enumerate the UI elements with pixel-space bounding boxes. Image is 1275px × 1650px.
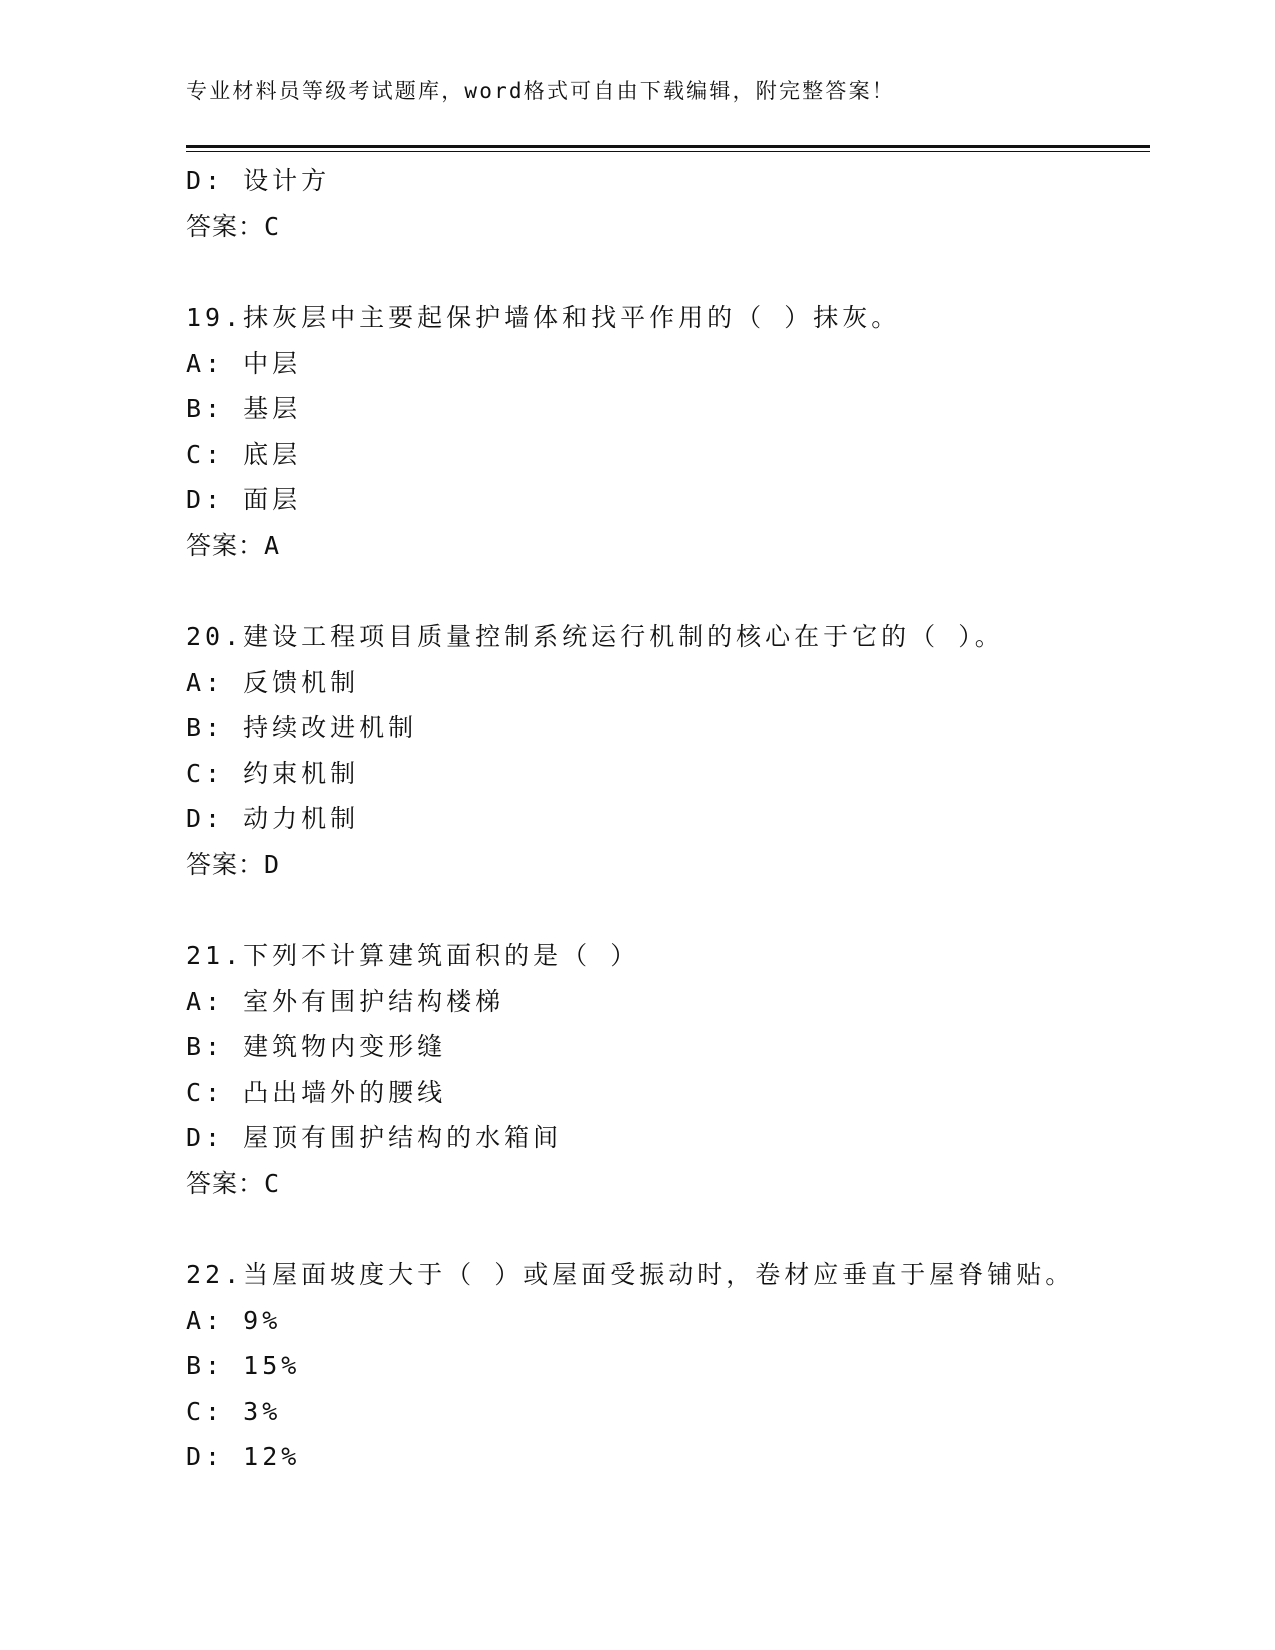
- option-text: 室外有围护结构楼梯: [243, 986, 505, 1016]
- answer-label: 答案：: [186, 530, 265, 560]
- option-label: C:: [186, 758, 225, 788]
- option-text: 约束机制: [243, 758, 360, 788]
- option-b: [186, 705, 1150, 751]
- question-19: [186, 295, 1150, 568]
- answer-label: 答案：: [186, 211, 265, 241]
- answer-value: C: [264, 1168, 281, 1198]
- header-rule-thin: [186, 151, 1150, 152]
- answer-value: C: [264, 211, 281, 241]
- option-text: 3%: [243, 1396, 282, 1426]
- option-text: 动力机制: [243, 804, 360, 833]
- answer-value: D: [264, 849, 281, 879]
- question-stem: 19.抹灰层中主要起保护墙体和找平作用的（ ）抹灰。: [186, 303, 901, 332]
- question-stem: 20.建设工程项目质量控制系统运行机制的核心在于它的（ ）。: [186, 622, 1004, 651]
- header-rule-thick: [186, 145, 1150, 148]
- option-text: 15%: [243, 1351, 301, 1380]
- option-a: [186, 660, 1150, 706]
- option-label: A:: [186, 986, 225, 1016]
- option-label: D:: [186, 804, 225, 833]
- question-list: [186, 158, 1150, 1480]
- option-c: [186, 1070, 1150, 1116]
- question-21: [186, 933, 1150, 1206]
- option-text: 凸出墙外的腰线: [243, 1077, 447, 1107]
- option-label: A:: [186, 348, 225, 378]
- question-stem: 21.下列不计算建筑面积的是（ ）: [186, 941, 640, 970]
- answer-label: 答案：: [186, 1168, 265, 1198]
- spacer: [186, 887, 1150, 933]
- option-text: 持续改进机制: [243, 713, 418, 742]
- option-text: 设计方: [243, 166, 331, 195]
- option-text: 9%: [243, 1305, 282, 1335]
- option-a: [186, 979, 1150, 1025]
- spacer: [186, 249, 1150, 295]
- option-d: [186, 1115, 1150, 1161]
- option-c: [186, 1389, 1150, 1435]
- spacer: [186, 568, 1150, 614]
- option-label: C:: [186, 1077, 225, 1107]
- option-label: B:: [186, 713, 225, 742]
- option-b: [186, 1024, 1150, 1070]
- answer-label: 答案：: [186, 849, 265, 879]
- option-label: D:: [186, 1123, 225, 1152]
- option-text: 建筑物内变形缝: [243, 1032, 447, 1061]
- option-text: 面层: [243, 485, 302, 514]
- question-stem: 22.当屋面坡度大于（ ）或屋面受振动时，卷材应垂直于屋脊铺贴。: [186, 1260, 1075, 1289]
- option-label: B:: [186, 1032, 225, 1061]
- answer-line: [186, 1161, 1150, 1207]
- answer-line: [186, 204, 1150, 250]
- option-label: B:: [186, 1351, 225, 1380]
- option-text: 基层: [243, 394, 302, 423]
- option-d: [186, 158, 1150, 204]
- option-label: C:: [186, 439, 225, 469]
- option-a: [186, 1298, 1150, 1344]
- option-label: A:: [186, 667, 225, 697]
- option-text: 反馈机制: [243, 667, 360, 697]
- option-b: [186, 386, 1150, 432]
- option-c: [186, 432, 1150, 478]
- question-20: [186, 614, 1150, 887]
- option-text: 中层: [243, 348, 302, 378]
- option-text: 屋顶有围护结构的水箱间: [243, 1123, 563, 1152]
- answer-line: [186, 842, 1150, 888]
- option-label: D:: [186, 166, 225, 195]
- option-text: 底层: [243, 439, 302, 469]
- option-label: D:: [186, 485, 225, 514]
- question-22: [186, 1252, 1150, 1480]
- prev-question: [186, 158, 1150, 249]
- page-header: 专业材料员等级考试题库，word格式可自由下载编辑，附完整答案！: [186, 79, 895, 103]
- option-d: [186, 477, 1150, 523]
- option-b: [186, 1343, 1150, 1389]
- option-d: [186, 796, 1150, 842]
- option-label: A:: [186, 1305, 225, 1335]
- option-label: B:: [186, 394, 225, 423]
- option-d: [186, 1434, 1150, 1480]
- option-text: 12%: [243, 1442, 301, 1471]
- option-a: [186, 341, 1150, 387]
- option-label: D:: [186, 1442, 225, 1471]
- spacer: [186, 1206, 1150, 1252]
- answer-line: [186, 523, 1150, 569]
- option-c: [186, 751, 1150, 797]
- answer-value: A: [264, 530, 281, 560]
- option-label: C:: [186, 1396, 225, 1426]
